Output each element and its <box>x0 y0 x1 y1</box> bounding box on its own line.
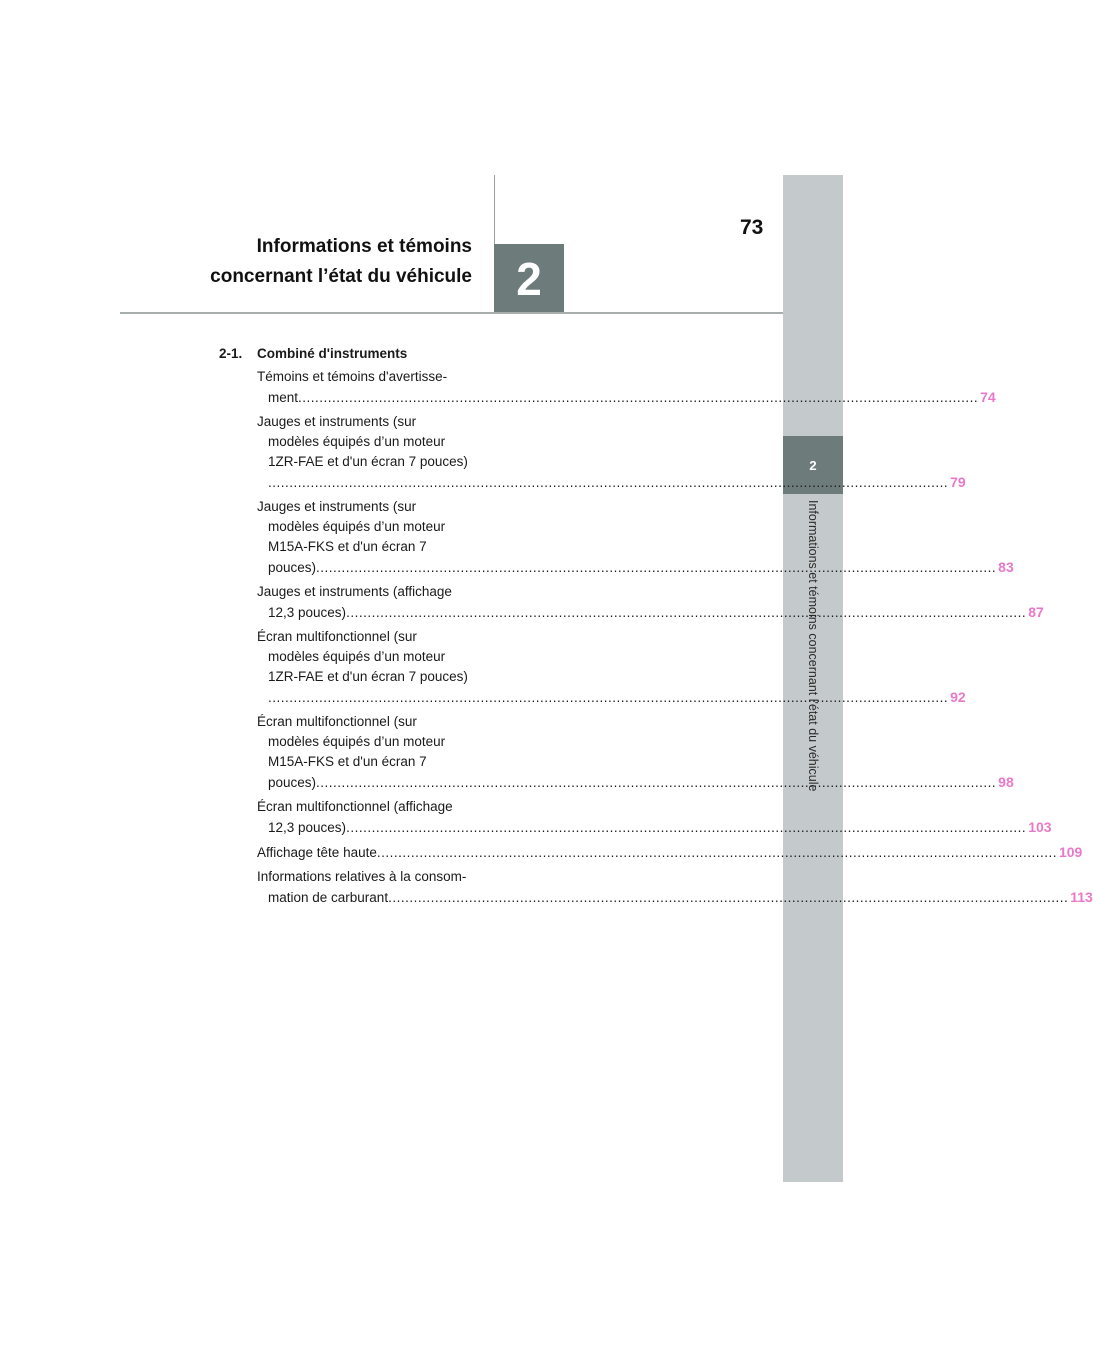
toc-entry-text: modèles équipés d’un moteur <box>268 519 446 534</box>
toc-entry-leader-line <box>257 557 1014 578</box>
toc-entry-text: 12,3 pouces) <box>268 605 347 620</box>
toc-entry-leader-line <box>257 687 966 708</box>
toc-entry-leader-line <box>257 472 966 493</box>
toc-entry-text: modèles équipés d’un moteur <box>268 649 446 664</box>
section-title: Combiné d'instruments <box>257 346 408 361</box>
toc-entry-leader-line <box>257 817 1052 838</box>
page-reference-link[interactable]: 92 <box>950 689 966 705</box>
toc-entry-text: Jauges et instruments (sur <box>257 414 417 429</box>
side-tab-number: 2 <box>783 436 843 494</box>
dot-leader: ................................................................................................................................................................ <box>316 775 997 790</box>
toc-entry-text: Affichage tête haute <box>257 845 377 860</box>
toc-entry[interactable] <box>257 627 966 708</box>
page-reference-link[interactable]: 83 <box>998 559 1014 575</box>
toc-entry[interactable] <box>257 497 1014 578</box>
toc-entry-text: 12,3 pouces) <box>268 820 347 835</box>
toc-entry-text: modèles équipés d’un moteur <box>268 434 446 449</box>
toc-entry-text: Écran multifonctionnel (sur <box>257 714 417 729</box>
chapter-title-line2: concernant l’état du véhicule <box>210 266 472 287</box>
toc-entry[interactable] <box>257 367 996 408</box>
toc-entry[interactable] <box>257 712 1014 793</box>
chapter-title-line1: Informations et témoins <box>256 236 472 257</box>
dot-leader: ................................................................................................................................................................ <box>268 690 949 705</box>
toc-entry-text: modèles équipés d’un moteur <box>268 734 446 749</box>
page-number: 73 <box>740 216 764 239</box>
dot-leader: ................................................................................................................................................................ <box>346 605 1027 620</box>
toc-entry-text: Informations relatives à la consom- <box>257 869 467 884</box>
page-reference-link[interactable]: 113 <box>1070 889 1093 905</box>
toc-entry[interactable] <box>257 867 1093 908</box>
page-reference-link[interactable]: 87 <box>1028 604 1044 620</box>
toc-entry-leader-line <box>257 842 1083 863</box>
toc-entry-text: 1ZR-FAE et d'un écran 7 pouces) <box>268 669 468 684</box>
toc-entry[interactable] <box>257 412 966 493</box>
header-divider-horizontal <box>120 312 783 314</box>
toc-entry-text: Témoins et témoins d'avertisse- <box>257 369 448 384</box>
page-reference-link[interactable]: 103 <box>1028 819 1052 835</box>
toc-entry-text: Jauges et instruments (affichage <box>257 584 452 599</box>
dot-leader: ................................................................................................................................................................ <box>346 820 1027 835</box>
dot-leader: ................................................................................................................................................................ <box>268 475 949 490</box>
toc-entry-text: M15A-FKS et d'un écran 7 <box>268 754 427 769</box>
page-reference-link[interactable]: 74 <box>980 389 996 405</box>
toc-entry-text: pouces) <box>268 775 317 790</box>
toc-entry-leader-line <box>257 602 1044 623</box>
section-number: 2-1. <box>219 346 243 361</box>
toc-entry-text: pouces) <box>268 560 317 575</box>
toc-entry[interactable] <box>257 582 1044 623</box>
dot-leader: ................................................................................................................................................................ <box>388 890 1069 905</box>
toc-entry-text: Écran multifonctionnel (affichage <box>257 799 453 814</box>
chapter-number-box: 2 <box>494 244 564 313</box>
page-reference-link[interactable]: 79 <box>950 474 966 490</box>
toc-entry-text: Jauges et instruments (sur <box>257 499 417 514</box>
toc-entry-leader-line <box>257 887 1093 908</box>
toc-entry-text: 1ZR-FAE et d'un écran 7 pouces) <box>268 454 468 469</box>
page-reference-link[interactable]: 109 <box>1058 844 1083 860</box>
section-heading <box>219 344 469 364</box>
toc-entry-leader-line <box>257 387 996 408</box>
dot-leader: ................................................................................................................................................................ <box>316 560 997 575</box>
toc-entry[interactable] <box>257 797 1052 838</box>
dot-leader: ................................................................................................................................................................ <box>376 845 1057 860</box>
page-reference-link[interactable]: 98 <box>998 774 1014 790</box>
toc-entry-text: Écran multifonctionnel (sur <box>257 629 417 644</box>
toc-entry-text: M15A-FKS et d'un écran 7 <box>268 539 427 554</box>
toc-entry-leader-line <box>257 772 1014 793</box>
toc-entry[interactable] <box>257 842 1083 863</box>
toc-entry-text: ment <box>268 390 299 405</box>
dot-leader: ................................................................................................................................................................ <box>298 390 979 405</box>
side-tab-text: Informations et témoins concernant l'état du véhicule <box>806 500 820 792</box>
toc-entry-text: mation de carburant <box>268 890 389 905</box>
